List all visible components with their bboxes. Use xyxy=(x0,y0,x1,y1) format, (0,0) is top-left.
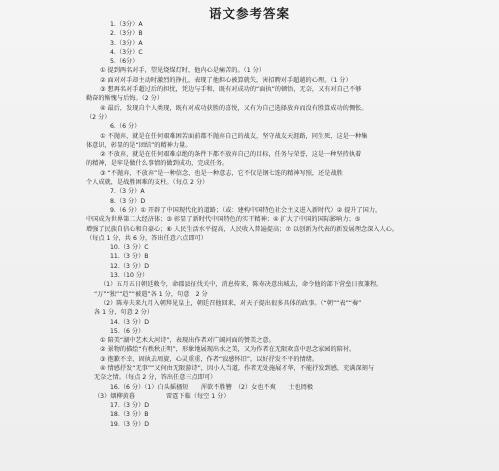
answer-line: 各 1 分，句意 2 分） xyxy=(94,309,154,317)
answer-line: ② 不放弃，就是在任何艰难卓绝的条件下都不放弃自己的目标，任务与荣誉，这是一种坚持执着 xyxy=(100,151,362,159)
answer-line: ③ 抱歉不幸，固执去周旋，心灵重重，作者“寂感怀旧”，以好抒发不平的情绪。 xyxy=(100,355,319,363)
answer-line: 11.（3 分）B xyxy=(110,253,149,261)
answer-line: ④ 情感抒发“无事”“又何由无限游诗”，因小人当道，作者无处施展才华，不能抒发到感，充满深刻与 xyxy=(100,364,375,372)
answer-line: 10.（3 分）C xyxy=(110,244,149,252)
answer-line: 13.（10 分） xyxy=(110,272,149,280)
answer-line: 17.（3 分）D xyxy=(110,402,150,410)
answer-line: ① 陪美“湖中艺术大河诗”，表现出作者对广阔河面的赞美之意。 xyxy=(100,337,275,345)
answer-line: （2）陈寿夫来九月入朝拜见皇上，朝廷召他回来，对天子提出很多具体的政事。（“朝”“表”“奏” xyxy=(100,299,362,307)
answer-line: （1）五月五日朝廷敕令，命郡县征伐关中，消息传来，陈寿决意出城去，命令他的部下营垒日夜兼程。 xyxy=(100,281,383,289)
answer-line: 2.（3分）B xyxy=(110,30,143,38)
answer-line: 12.（3 分）D xyxy=(110,262,150,270)
answer-line: 19.（3 分）D xyxy=(110,420,150,428)
answer-line: 勤奋的惭愧与后悔。（2 分） xyxy=(86,95,164,103)
answer-line: ① 不抛弃，就是在任何艰难困苦面前都不抛弃自己的战友，坚守战友天涯路，同生死，这是一种集 xyxy=(100,132,368,140)
answer-line: 个人成就，是战胜困难的支柱。（每点 2 分） xyxy=(86,179,209,187)
answer-line: 无奈之情。（每点 2 分，答出任意三点即可） xyxy=(94,374,217,382)
answer-line: 1.（3分）A xyxy=(110,21,143,28)
answer-line: ② 景物的描绘“有秩秋正明”，形象地展现出水之美，又为作者在无限欢喜中思念家园的陪衬。 xyxy=(100,346,356,354)
answer-line: ④ 最后，发现自个人类现，既有对成功获胜的喜悦，又有为自己选择放弃而没有胜算成功的惆怅。 xyxy=(100,104,368,112)
answer-line: （每点 1 分，共 6 分，答出任意六点即可） xyxy=(86,234,207,242)
answer-line: ② 面对对手却主动时激烈的挣扎，表现了他担心被算就失，害招聘对手超越的心理。（1 分） xyxy=(100,76,352,84)
answer-line: 18.（3 分）B xyxy=(110,411,149,419)
answer-line: ③ “不抛弃，不放弃”是一种信念，也是一种意志，它不仅是钢七连的精神写照，还是战胜 xyxy=(100,169,343,177)
answer-line: 增强了民族自信心和自豪心；⑥ 人民生活水平提高，人民收入普遍提高；⑦ 以创新为代表的新发展理念深入人心。 xyxy=(86,225,399,233)
answer-line: 16.（6 分）（1）白头摇搔短 浑欲不胜簪 （2）女也不爽 士也罔极 xyxy=(110,383,314,391)
answer-line: ③ 想再名对手超过后的担忧，凭边与手和，既有对成功的“面执”的顿悟，无奈，又有对自己不够 xyxy=(100,86,362,94)
answer-line: （2 分） xyxy=(86,113,111,121)
answer-line: 6.（6 分） xyxy=(110,123,141,131)
answer-line: 体意识，彰显的是“团结”的精神力量。 xyxy=(86,141,192,149)
answer-line: 8.（3 分）D xyxy=(110,197,146,205)
answer-line: ① 提到两名对手，望见烧煤灯时，他内心是痛苦的。（1 分） xyxy=(100,67,266,75)
answer-line: 5.（6分） xyxy=(110,58,139,66)
answer-line: 9.（6 分）① 开辟了中国现代化的道路；（或：建构中国特色社会主义进入新时代）② 提升了国力， xyxy=(110,206,382,214)
answer-line: 3.（3分）A xyxy=(110,39,143,47)
answer-line: 4.（3分）C xyxy=(110,48,143,56)
answer-line: 14.（3 分）D xyxy=(110,318,150,326)
answer-list xyxy=(86,20,478,429)
answer-line: 15.（6 分） xyxy=(110,327,145,335)
answer-line: 中国成为世界第二大经济体；③ 彰显了新时代中国特色的实干精神；④ 扩大了中国的国际影响力；⑤ xyxy=(86,216,361,224)
answer-line: 的精神，是牢是做什么事情的做到成功，完成任务。 xyxy=(86,160,229,168)
document-title: 语文参考答案 xyxy=(208,6,290,21)
answer-line: 7.（3 分）A xyxy=(110,188,145,196)
answer-line: （3）烟柳黄暮 雷霆下临（每空 1 分） xyxy=(94,392,230,400)
answer-line: “万”“独”“趋”“被遣”各 1 分，句意 2 分 xyxy=(94,290,208,298)
